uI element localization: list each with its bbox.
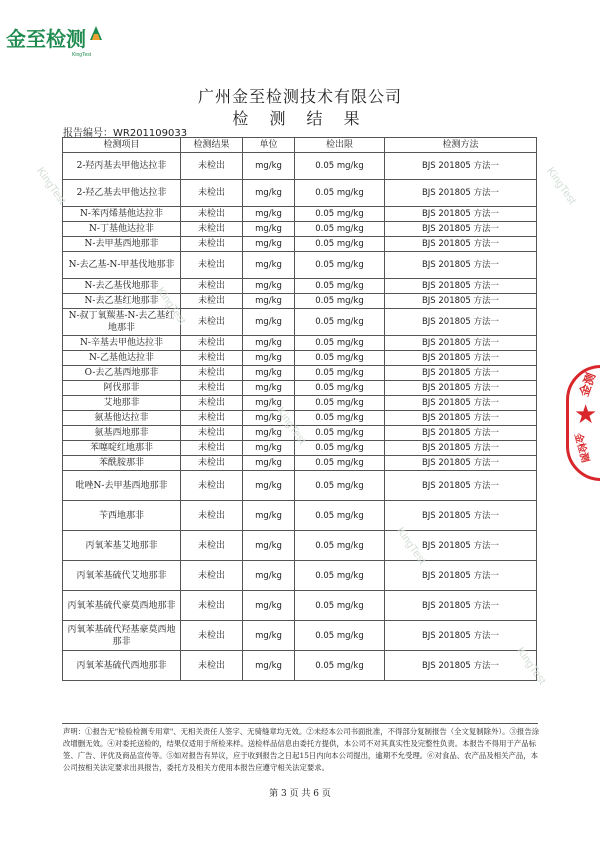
table-row xyxy=(63,294,537,309)
table-cell-method: BJS 201805 方法一 xyxy=(385,561,537,591)
table-row xyxy=(63,456,537,471)
table-cell-limit: 0.05 mg/kg xyxy=(295,366,385,381)
header-unit: 单位 xyxy=(243,138,295,153)
table-cell-unit: mg/kg xyxy=(243,441,295,456)
table-cell-limit: 0.05 mg/kg xyxy=(295,591,385,621)
table-cell-method: BJS 201805 方法一 xyxy=(385,294,537,309)
watermark: KingTest xyxy=(514,645,549,687)
table-cell-unit: mg/kg xyxy=(243,411,295,426)
table-cell-item: N-去乙基红地那非 xyxy=(63,294,181,309)
table-cell-result: 未检出 xyxy=(181,621,243,651)
company-name: 广州金至检测技术有限公司 xyxy=(197,87,402,106)
table-cell-limit: 0.05 mg/kg xyxy=(295,207,385,222)
table-cell-limit: 0.05 mg/kg xyxy=(295,621,385,651)
table-cell-limit: 0.05 mg/kg xyxy=(295,651,385,681)
table-cell-limit: 0.05 mg/kg xyxy=(295,561,385,591)
table-cell-item: 吡唑N-去甲基西地那非 xyxy=(63,471,181,501)
table-row xyxy=(63,237,537,252)
table-cell-limit: 0.05 mg/kg xyxy=(295,336,385,351)
table-cell-result: 未检出 xyxy=(181,651,243,681)
table-cell-unit: mg/kg xyxy=(243,531,295,561)
table-cell-item: 2-羟丙基去甲他达拉非 xyxy=(63,153,181,180)
table-cell-item: 丙氧苯基硫代艾地那非 xyxy=(63,561,181,591)
table-cell-result: 未检出 xyxy=(181,396,243,411)
table-cell-unit: mg/kg xyxy=(243,207,295,222)
table-cell-method: BJS 201805 方法一 xyxy=(385,396,537,411)
table-cell-unit: mg/kg xyxy=(243,471,295,501)
table-cell-limit: 0.05 mg/kg xyxy=(295,279,385,294)
table-cell-item: N-去乙基-N-甲基伐地那非 xyxy=(63,252,181,279)
table-cell-item: 苄西地那非 xyxy=(63,501,181,531)
table-cell-method: BJS 201805 方法一 xyxy=(385,651,537,681)
table-cell-item: 苯酰胺那非 xyxy=(63,456,181,471)
table-cell-limit: 0.05 mg/kg xyxy=(295,237,385,252)
table-header-row xyxy=(63,138,537,153)
table-cell-unit: mg/kg xyxy=(243,561,295,591)
table-row xyxy=(63,651,537,681)
table-cell-method: BJS 201805 方法一 xyxy=(385,426,537,441)
table-cell-result: 未检出 xyxy=(181,381,243,396)
table-cell-item: 艾地那非 xyxy=(63,396,181,411)
table-cell-item: 丙氧苯基硫代羟基豪莫西地那非 xyxy=(63,621,181,651)
table-cell-result: 未检出 xyxy=(181,426,243,441)
table-row xyxy=(63,309,537,336)
table-cell-method: BJS 201805 方法一 xyxy=(385,531,537,561)
table-cell-result: 未检出 xyxy=(181,237,243,252)
logo-mark-icon xyxy=(88,24,104,42)
table-cell-result: 未检出 xyxy=(181,411,243,426)
table-cell-result: 未检出 xyxy=(181,471,243,501)
table-cell-result: 未检出 xyxy=(181,531,243,561)
table-cell-unit: mg/kg xyxy=(243,309,295,336)
header-limit: 检出限 xyxy=(295,138,385,153)
table-cell-unit: mg/kg xyxy=(243,456,295,471)
table-cell-result: 未检出 xyxy=(181,294,243,309)
footnote-divider xyxy=(62,723,538,724)
table-cell-method: BJS 201805 方法一 xyxy=(385,381,537,396)
table-cell-unit: mg/kg xyxy=(243,501,295,531)
table-cell-result: 未检出 xyxy=(181,180,243,207)
table-cell-item: N-乙基他达拉非 xyxy=(63,351,181,366)
table-cell-unit: mg/kg xyxy=(243,651,295,681)
table-cell-item: 丙氧苯基硫代西地那非 xyxy=(63,651,181,681)
table-cell-method: BJS 201805 方法一 xyxy=(385,441,537,456)
table-cell-item: 2-羟乙基去甲他达拉非 xyxy=(63,180,181,207)
table-row xyxy=(63,351,537,366)
table-cell-result: 未检出 xyxy=(181,561,243,591)
table-row xyxy=(63,381,537,396)
table-row xyxy=(63,366,537,381)
table-row xyxy=(63,153,537,180)
table-cell-method: BJS 201805 方法一 xyxy=(385,366,537,381)
watermark: KingTest xyxy=(544,165,579,207)
header-method: 检测方法 xyxy=(385,138,537,153)
watermark: KingTest xyxy=(34,165,69,207)
watermark: KingTest xyxy=(274,405,309,447)
table-cell-method: BJS 201805 方法一 xyxy=(385,351,537,366)
table-cell-item: 氨基他达拉非 xyxy=(63,411,181,426)
table-cell-result: 未检出 xyxy=(181,456,243,471)
table-cell-unit: mg/kg xyxy=(243,336,295,351)
seal-text-top: 金测 xyxy=(576,370,599,399)
table-cell-method: BJS 201805 方法一 xyxy=(385,456,537,471)
table-cell-method: BJS 201805 方法一 xyxy=(385,309,537,336)
table-row xyxy=(63,621,537,651)
report-number: 报告编号：WR201109033 xyxy=(63,128,188,139)
table-cell-limit: 0.05 mg/kg xyxy=(295,351,385,366)
table-cell-unit: mg/kg xyxy=(243,237,295,252)
table-cell-limit: 0.05 mg/kg xyxy=(295,411,385,426)
seal-text-bottom: 金检测 xyxy=(571,432,591,464)
table-cell-result: 未检出 xyxy=(181,366,243,381)
table-cell-method: BJS 201805 方法一 xyxy=(385,336,537,351)
table-cell-result: 未检出 xyxy=(181,279,243,294)
table-cell-unit: mg/kg xyxy=(243,153,295,180)
table-row xyxy=(63,591,537,621)
table-cell-item: 氨基西地那非 xyxy=(63,426,181,441)
table-cell-unit: mg/kg xyxy=(243,351,295,366)
table-cell-limit: 0.05 mg/kg xyxy=(295,426,385,441)
table-cell-result: 未检出 xyxy=(181,501,243,531)
watermark: KingTest xyxy=(154,285,189,327)
table-cell-method: BJS 201805 方法一 xyxy=(385,252,537,279)
table-cell-result: 未检出 xyxy=(181,351,243,366)
table-cell-result: 未检出 xyxy=(181,441,243,456)
table-cell-item: O-去乙基西地那非 xyxy=(63,366,181,381)
table-cell-limit: 0.05 mg/kg xyxy=(295,531,385,561)
table-cell-method: BJS 201805 方法一 xyxy=(385,621,537,651)
table-cell-item: N-辛基去甲他达拉非 xyxy=(63,336,181,351)
table-cell-method: BJS 201805 方法一 xyxy=(385,207,537,222)
table-cell-limit: 0.05 mg/kg xyxy=(295,456,385,471)
table-cell-result: 未检出 xyxy=(181,252,243,279)
table-cell-method: BJS 201805 方法一 xyxy=(385,471,537,501)
table-cell-method: BJS 201805 方法一 xyxy=(385,237,537,252)
table-cell-limit: 0.05 mg/kg xyxy=(295,180,385,207)
table-cell-unit: mg/kg xyxy=(243,426,295,441)
table-cell-method: BJS 201805 方法一 xyxy=(385,153,537,180)
table-cell-limit: 0.05 mg/kg xyxy=(295,252,385,279)
table-row xyxy=(63,396,537,411)
table-cell-unit: mg/kg xyxy=(243,381,295,396)
table-cell-item: N-叔丁氧羰基-N-去乙基红地那非 xyxy=(63,309,181,336)
table-row xyxy=(63,336,537,351)
table-cell-method: BJS 201805 方法一 xyxy=(385,180,537,207)
company-logo xyxy=(6,27,104,58)
table-cell-unit: mg/kg xyxy=(243,279,295,294)
table-cell-limit: 0.05 mg/kg xyxy=(295,294,385,309)
table-cell-result: 未检出 xyxy=(181,153,243,180)
table-cell-limit: 0.05 mg/kg xyxy=(295,309,385,336)
table-cell-unit: mg/kg xyxy=(243,252,295,279)
table-cell-item: 丙氧苯基硫代豪莫西地那非 xyxy=(63,591,181,621)
table-row xyxy=(63,411,537,426)
table-cell-method: BJS 201805 方法一 xyxy=(385,279,537,294)
table-cell-limit: 0.05 mg/kg xyxy=(295,222,385,237)
table-cell-limit: 0.05 mg/kg xyxy=(295,501,385,531)
table-cell-method: BJS 201805 方法一 xyxy=(385,411,537,426)
table-row xyxy=(63,501,537,531)
header-item: 检测项目 xyxy=(63,138,181,153)
table-row xyxy=(63,279,537,294)
table-cell-item: N-去甲基西地那非 xyxy=(63,237,181,252)
table-cell-unit: mg/kg xyxy=(243,294,295,309)
table-row xyxy=(63,471,537,501)
table-cell-result: 未检出 xyxy=(181,336,243,351)
seal-star-icon: ★ xyxy=(574,400,598,430)
table-cell-item: 苯噻啶红地那非 xyxy=(63,441,181,456)
table-cell-method: BJS 201805 方法一 xyxy=(385,222,537,237)
document-title: 检 测 结 果 xyxy=(232,109,368,128)
disclaimer-note: 声明：①报告无"检验检测专用章"、无相关责任人签字、无骑缝章均无效。②未经本公司书面批准，不得部分复制报告（全文复制除外）。③报告涂改增删无效。④对委托送检的，结果仅适用于所检来样。送检样品信息由委托方提供，本公司不对其真实性及完整性负责。本报告不得用于产品标签、广告、评优及商品宣传等。⑤如对报告有异议，应于收到报告之日起15日内向本公司提出，逾期不允受理。⑥对食品、农产品及相关产品，本公司按相关法定要求出具报告，委托方及相关方使用本报告应遵守相关法定要求。 xyxy=(63,727,540,772)
table-row xyxy=(63,531,537,561)
table-row xyxy=(63,222,537,237)
table-cell-limit: 0.05 mg/kg xyxy=(295,471,385,501)
table-cell-unit: mg/kg xyxy=(243,180,295,207)
header-result: 检测结果 xyxy=(181,138,243,153)
table-cell-unit: mg/kg xyxy=(243,366,295,381)
table-cell-limit: 0.05 mg/kg xyxy=(295,153,385,180)
table-cell-unit: mg/kg xyxy=(243,222,295,237)
table-row xyxy=(63,207,537,222)
watermark: KingTest xyxy=(394,525,429,567)
table-row xyxy=(63,561,537,591)
table-cell-limit: 0.05 mg/kg xyxy=(295,381,385,396)
table-cell-unit: mg/kg xyxy=(243,621,295,651)
table-cell-limit: 0.05 mg/kg xyxy=(295,396,385,411)
table-cell-item: N-去乙基伐地那非 xyxy=(63,279,181,294)
table-cell-result: 未检出 xyxy=(181,309,243,336)
table-row xyxy=(63,252,537,279)
table-cell-limit: 0.05 mg/kg xyxy=(295,441,385,456)
table-cell-result: 未检出 xyxy=(181,591,243,621)
table-cell-unit: mg/kg xyxy=(243,396,295,411)
table-cell-unit: mg/kg xyxy=(243,591,295,621)
page-number: 第 3 页 共 6 页 xyxy=(269,789,331,799)
logo-text: 金至检测 xyxy=(6,27,86,51)
table-cell-method: BJS 201805 方法一 xyxy=(385,591,537,621)
table-cell-result: 未检出 xyxy=(181,222,243,237)
results-table xyxy=(62,137,537,681)
table-cell-item: N-丁基他达拉非 xyxy=(63,222,181,237)
table-cell-item: 阿伐那非 xyxy=(63,381,181,396)
table-cell-item: N-苯丙烯基他达拉非 xyxy=(63,207,181,222)
logo-subtitle: KingTest xyxy=(72,52,92,58)
table-cell-item: 丙氧苯基艾地那非 xyxy=(63,531,181,561)
table-row xyxy=(63,180,537,207)
table-cell-result: 未检出 xyxy=(181,207,243,222)
table-cell-method: BJS 201805 方法一 xyxy=(385,501,537,531)
